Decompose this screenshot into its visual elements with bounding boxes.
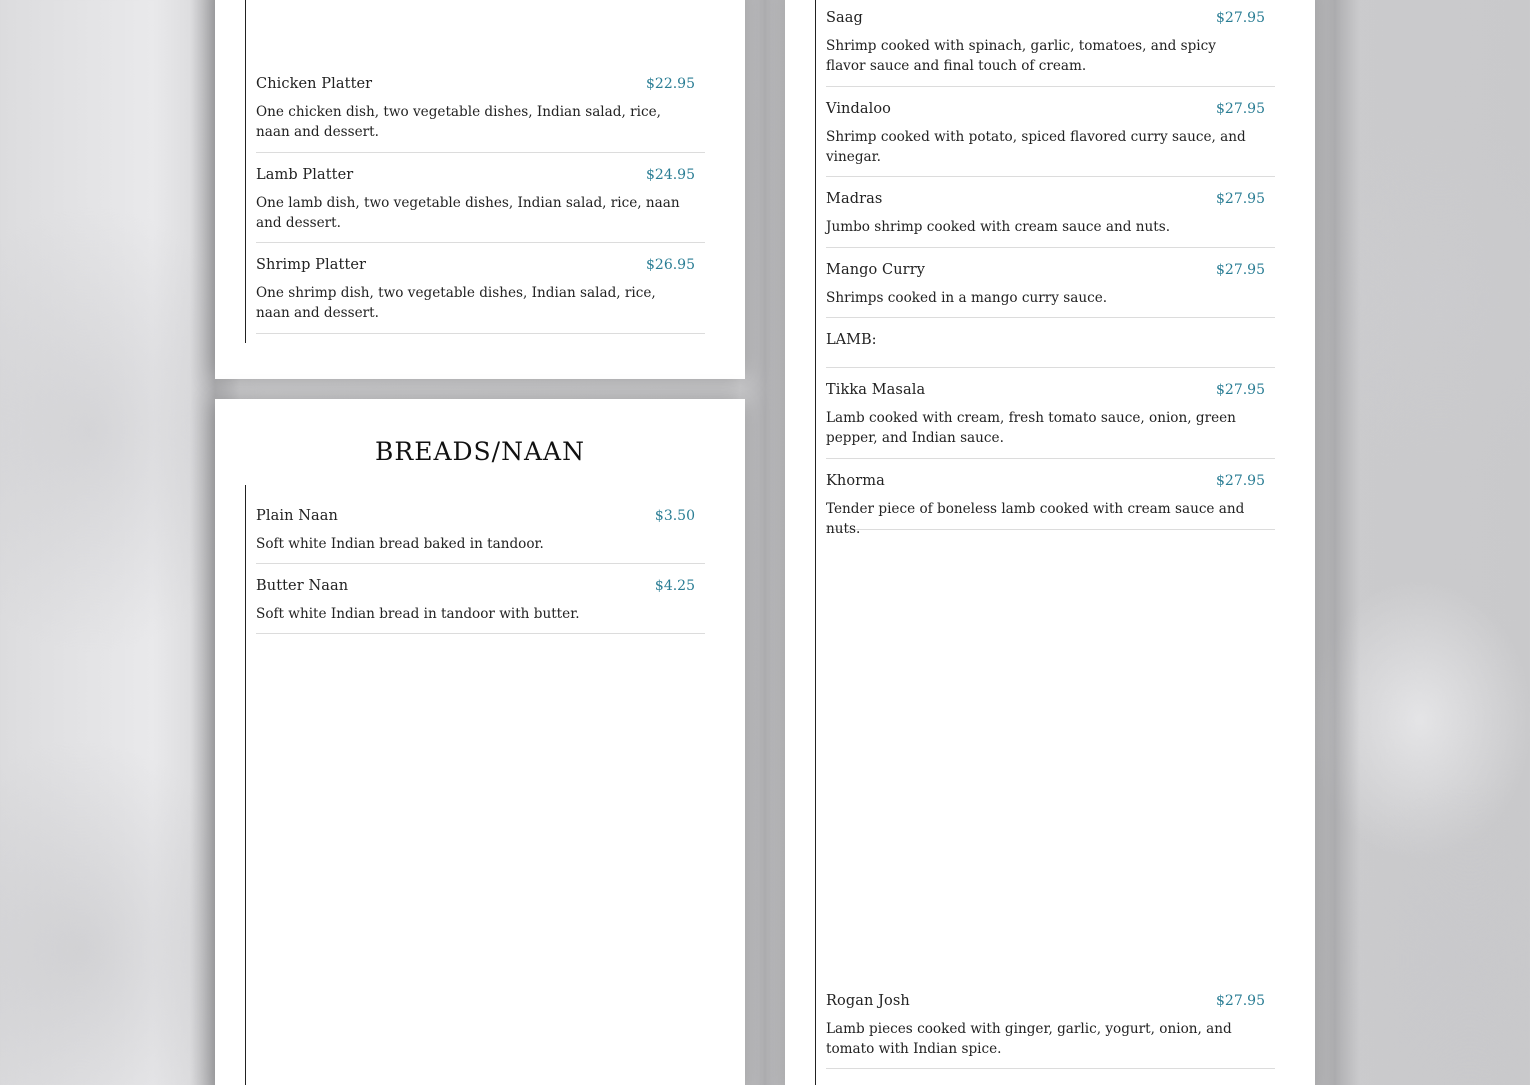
item-price: $27.95 [1216,473,1265,489]
item-price: $3.50 [654,508,695,524]
menu-item-plain-naan[interactable] [256,508,705,564]
menu-item-vindaloo[interactable] [826,101,1275,177]
item-price: $27.95 [1216,10,1265,26]
item-name: Mango Curry [826,262,926,278]
menu-item-khorma[interactable] [826,473,1275,537]
menu-item-mango-curry[interactable] [826,262,1275,318]
entrees-list [815,0,1286,1085]
item-description: Shrimps cooked in a mango curry sauce. [826,290,1108,306]
item-description: Lamb cooked with cream, fresh tomato sauce, onion, green pepper, and Indian sauce. [826,410,1236,446]
platters-card [215,0,745,379]
menu-item-butter-naan[interactable] [256,578,705,634]
item-description: Soft white Indian bread baked in tandoor. [256,536,544,552]
item-name: Rogan Josh [826,993,910,1009]
menu-item-shrimp-platter[interactable] [256,257,705,334]
menu-item-rogan-josh[interactable] [826,993,1275,1069]
item-price: $27.95 [1216,993,1265,1009]
item-description: Tender piece of boneless lamb cooked with cream sauce and nuts. [826,501,1245,537]
item-name: Shrimp Platter [256,257,367,273]
item-name: Tikka Masala [826,382,926,398]
item-price: $4.25 [654,578,695,594]
item-name: Plain Naan [256,508,338,524]
section-title: BREADS/NAAN [375,437,585,466]
lamb-heading: LAMB: [826,332,1275,368]
entrees-card [785,0,1315,1085]
breads-list [245,485,716,1085]
item-description: Jumbo shrimp cooked with cream sauce and nuts. [826,219,1171,235]
item-name: Lamb Platter [256,167,354,183]
item-price: $27.95 [1216,382,1265,398]
menu-item-chicken-platter[interactable] [256,76,705,153]
item-description: Shrimp cooked with spinach, garlic, tomatoes, and spicy flavor sauce and final touch of cream. [826,38,1216,74]
item-description: One lamb dish, two vegetable dishes, Indian salad, rice, naan and dessert. [256,195,680,231]
item-price: $27.95 [1216,101,1265,117]
menu-item-saag[interactable] [826,10,1275,87]
menu-item-tikka-masala[interactable] [826,382,1275,459]
item-description: Soft white Indian bread in tandoor with butter. [256,606,580,622]
item-price: $27.95 [1216,191,1265,207]
menu-item-lamb-platter[interactable] [256,167,705,243]
menu-item-madras[interactable] [826,191,1275,248]
item-name: Butter Naan [256,578,349,594]
breads-card [215,399,745,1085]
item-price: $22.95 [646,76,695,92]
item-description: Shrimp cooked with potato, spiced flavored curry sauce, and vinegar. [826,129,1246,165]
item-description: One shrimp dish, two vegetable dishes, Indian salad, rice, naan and dessert. [256,285,656,321]
item-price: $26.95 [646,257,695,273]
item-description: One chicken dish, two vegetable dishes, Indian salad, rice, naan and dessert. [256,104,661,140]
item-price: $24.95 [646,167,695,183]
item-name: Chicken Platter [256,76,373,92]
item-price: $27.95 [1216,262,1265,278]
platters-list [245,0,716,343]
item-name: Khorma [826,473,885,489]
item-name: Madras [826,191,883,207]
item-description: Lamb pieces cooked with ginger, garlic, yogurt, onion, and tomato with Indian spice. [826,1021,1232,1057]
item-name: Saag [826,10,863,26]
item-name: Vindaloo [826,101,892,117]
